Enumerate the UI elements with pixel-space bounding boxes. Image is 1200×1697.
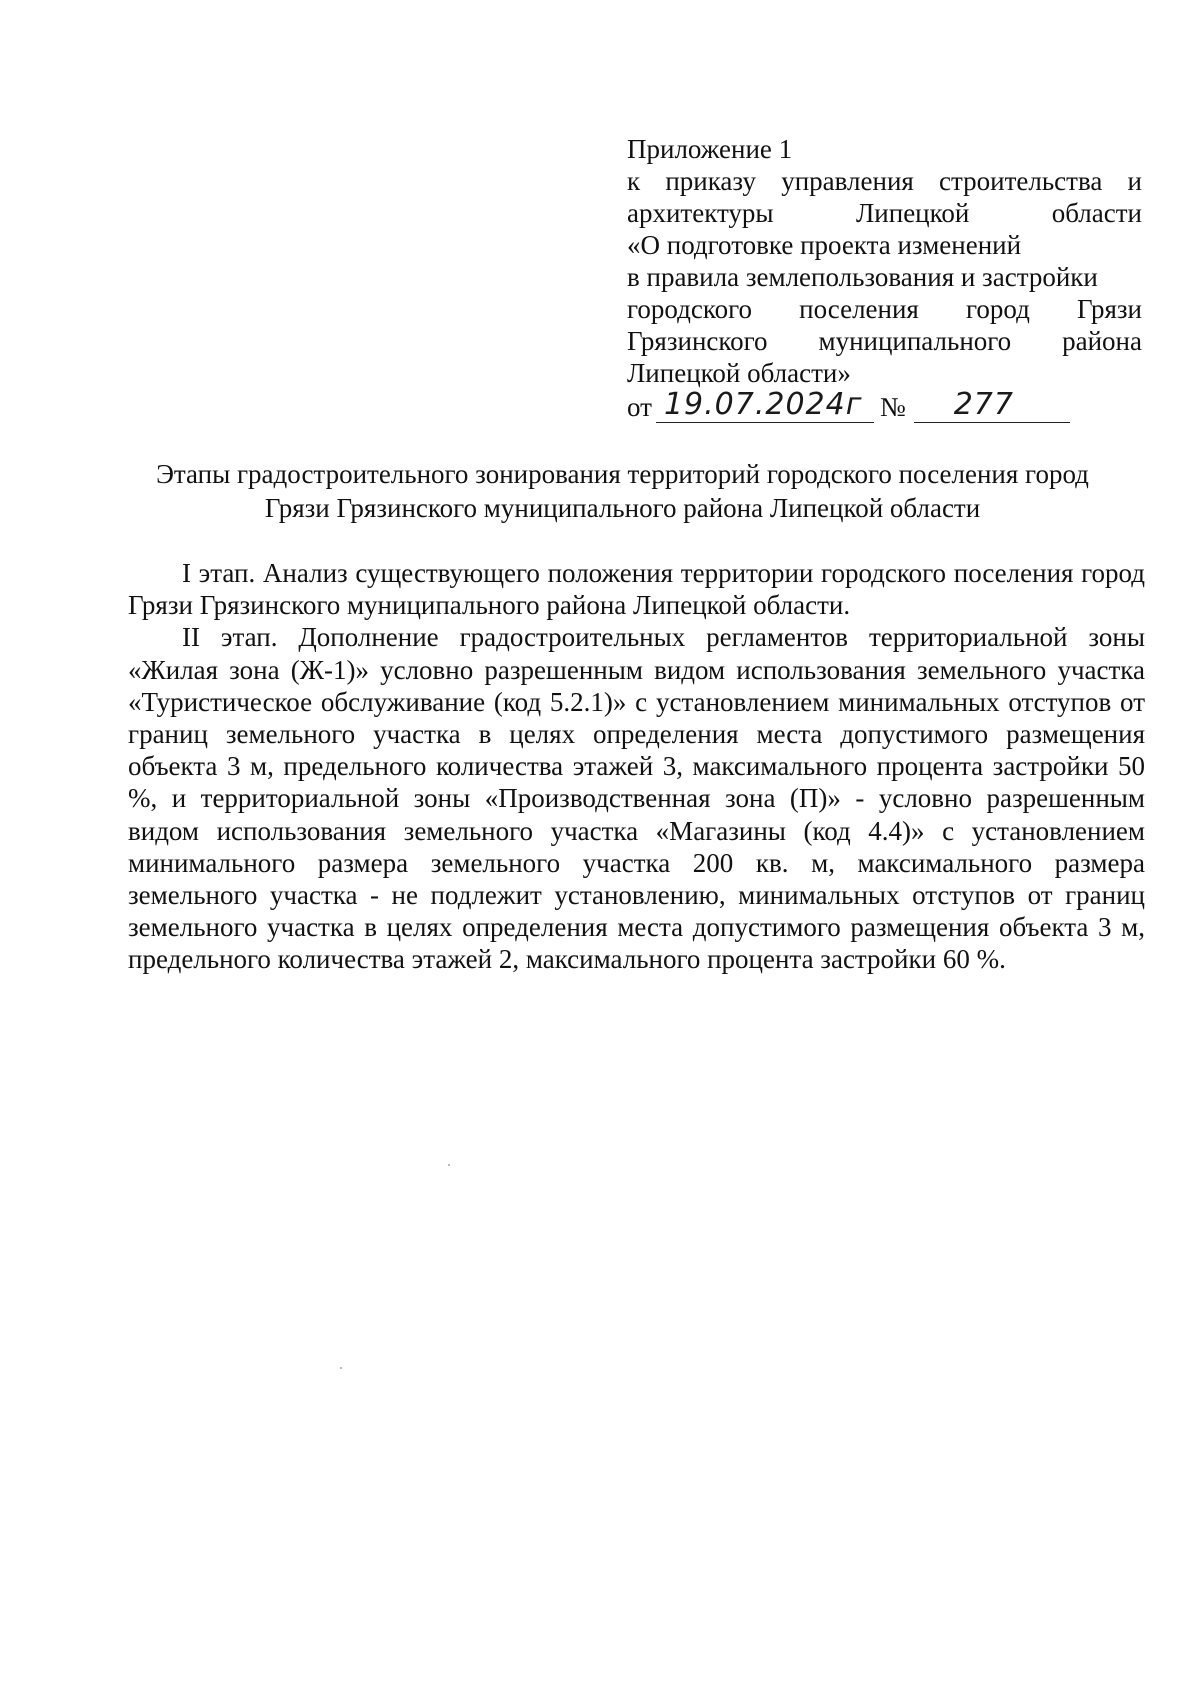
- order-date-number-line: [627, 387, 1142, 423]
- appendix-title: Приложение 1: [627, 134, 793, 164]
- handwritten-date: 19.07.2024г: [663, 387, 863, 422]
- appendix-line: архитектуры Липецкой области: [627, 198, 1142, 228]
- document-title: [100, 457, 1145, 525]
- appendix-line: Липецкой области»: [627, 358, 851, 388]
- document-body: [128, 557, 1145, 976]
- stage-2-paragraph: II этап. Дополнение градостроительных регламентов территориальной зоны «Жилая зона (Ж-1)» условно разрешенным видом использования земельного участка «Туристическое обслуживание (код 5.2.1)» с установлением минимальных отступов от границ земельного участка в целях определения места допустимого размещения объекта 3 м, предельного количества этажей 3, максимального процента застройки 50 %, и территориальной зоны «Производственная зона (П)» - условно разрешенным видом использования земельного участка «Магазины (код 4.4)» с установлением минимального размера земельного участка 200 кв. м, максимального размера земельного участка - не подлежит установлению, минимальных отступов от границ земельного участка в целях определения места допустимого размещения объекта 3 м, предельного количества этажей 2, максимального процента застройки 60 %.: [128, 622, 1145, 975]
- number-sign: №: [879, 392, 906, 422]
- scan-speck: [340, 1367, 342, 1369]
- date-prefix: от: [627, 392, 652, 422]
- stage-1-paragraph: I этап. Анализ существующего положения территории городского поселения город Грязи Грязинского муниципального района Липецкой области.: [128, 558, 1145, 621]
- appendix-line: Грязинского муниципального района: [627, 326, 1142, 356]
- scan-speck: [448, 1164, 450, 1166]
- date-field: [656, 387, 874, 423]
- appendix-line: к приказу управления строительства и: [627, 166, 1142, 196]
- number-field: [914, 387, 1070, 423]
- handwritten-number: 277: [953, 387, 1014, 422]
- appendix-line: в правила землепользования и застройки: [627, 262, 1098, 292]
- title-line-2: Грязи Грязинского муниципального района Липецкой области: [264, 493, 981, 523]
- title-line-1: Этапы градостроительного зонирования территорий городского поселения город: [156, 459, 1089, 489]
- appendix-line: «О подготовке проекта изменений: [627, 230, 1022, 260]
- appendix-header: [627, 133, 1142, 423]
- appendix-line: городского поселения город Грязи: [627, 294, 1142, 324]
